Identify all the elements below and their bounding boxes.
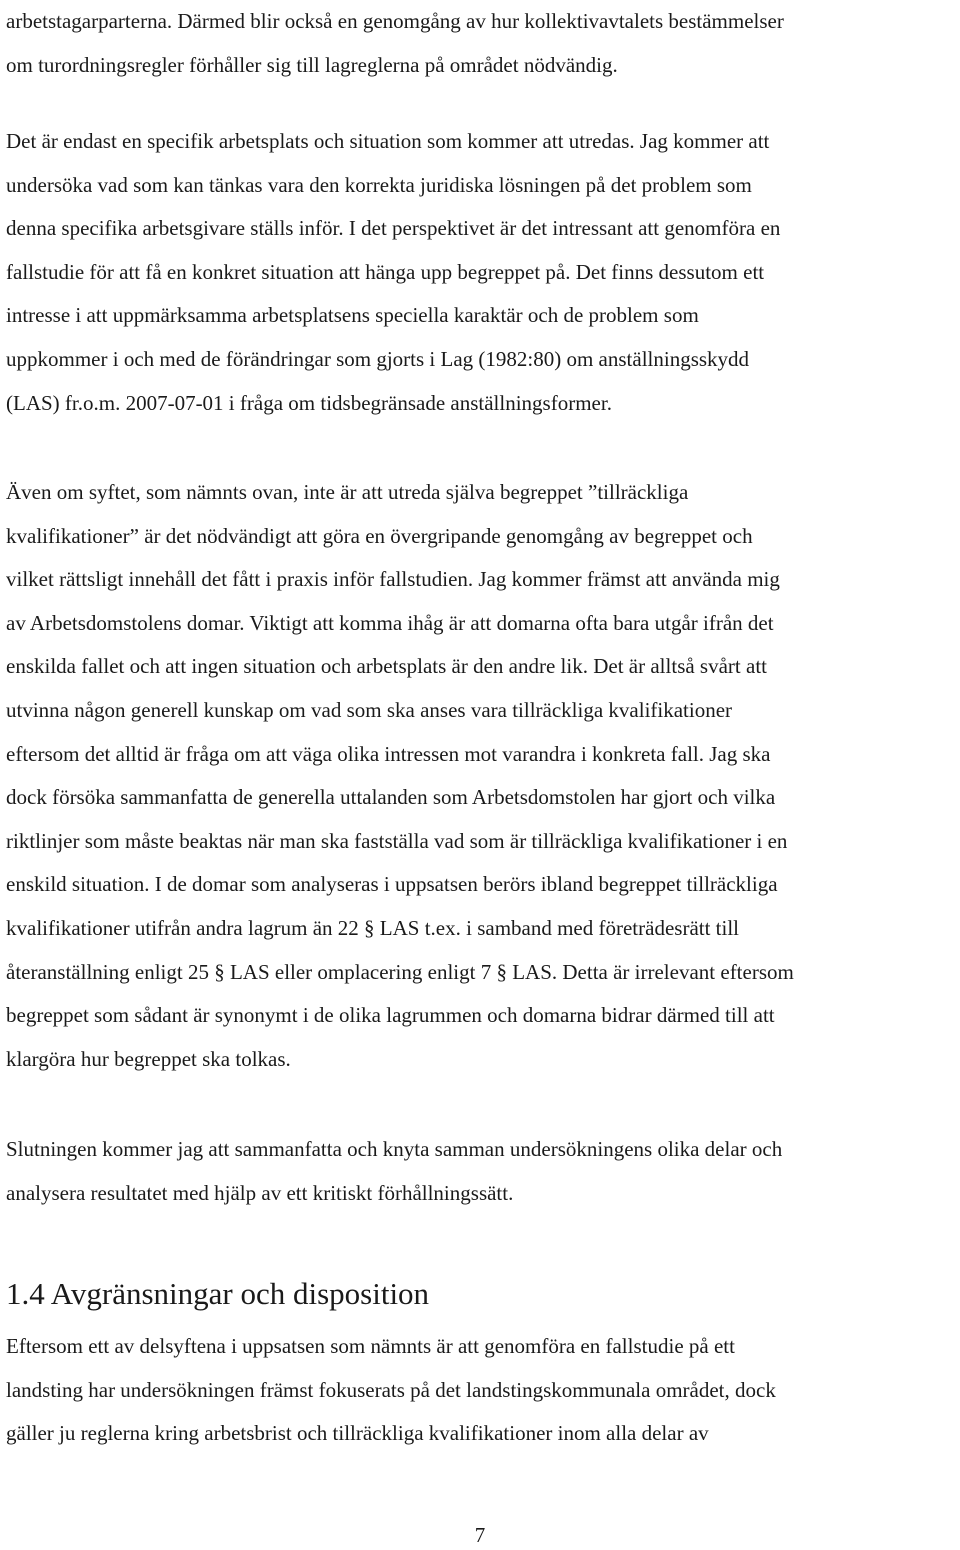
text-line: klargöra hur begreppet ska tolkas. [6,1046,291,1071]
paragraph-conclusion [6,1128,954,1215]
text-line: undersöka vad som kan tänkas vara den korrekta juridiska lösningen på det problem som [6,172,752,197]
text-line: Slutningen kommer jag att sammanfatta och knyta samman undersökningens olika delar och [6,1137,783,1161]
text-line: begreppet som sådant är synonymt i de olika lagrummen och domarna bidrar därmed till att [6,1003,775,1028]
text-line: eftersom det alltid är fråga om att väga olika intressen mot varandra i konkreta fall. Jag ska [6,741,771,766]
text-line: denna specifika arbetsgivare ställs inför. I det perspektivet är det intressant att genomföra en [6,216,781,241]
text-line: kvalifikationer utifrån andra lagrum än 22 § LAS t.ex. i samband med företrädesrätt till [6,915,740,940]
page-number: 7 [474,1523,486,1547]
text-line: kvalifikationer” är det nödvändigt att göra en övergripande genomgång av begreppet och [6,523,753,548]
text-line: arbetstagarparterna. Därmed blir också en genomgång av hur kollektivavtalets bestämmelser [6,9,784,33]
text-line: återanställning enligt 25 § LAS eller omplacering enligt 7 § LAS. Detta är irrelevant eftersom [6,959,794,984]
text-line: dock försöka sammanfatta de generella uttalanden som Arbetsdomstolen har gjort och vilka [6,785,776,810]
paragraph-case-study [6,120,954,425]
text-line: om turordningsregler förhåller sig till lagreglerna på området nödvändig. [6,52,618,77]
paragraph-delimitations [6,1325,954,1456]
text-line: intresse i att uppmärksamma arbetsplatsens speciella karaktär och de problem som [6,303,699,328]
paragraph-qualifications [6,471,954,1081]
text-line: Även om syftet, som nämnts ovan, inte är att utreda själva begreppet ”tillräckliga [6,480,689,504]
text-line: gäller ju reglerna kring arbetsbrist och tillräckliga kvalifikationer inom alla delar av [6,1421,709,1446]
text-line: analysera resultatet med hjälp av ett kritiskt förhållningssätt. [6,1180,514,1205]
text-line: av Arbetsdomstolens domar. Viktigt att komma ihåg är att domarna ofta bara utgår ifrån det [6,610,774,635]
section-heading: 1.4 Avgränsningar och disposition [6,1276,430,1311]
text-line: uppkommer i och med de förändringar som gjorts i Lag (1982:80) om anställningsskydd [6,346,750,371]
text-line: vilket rättsligt innehåll det fått i praxis inför fallstudien. Jag kommer främst att använda mig [6,567,780,592]
text-line: riktlinjer som måste beaktas när man ska fastställa vad som är tillräckliga kvalifikationer i en [6,828,788,853]
text-line: enskild situation. I de domar som analyseras i uppsatsen berörs ibland begreppet tillräckliga [6,872,778,897]
text-line: utvinna någon generell kunskap om vad som ska anses vara tillräckliga kvalifikationer [6,697,733,722]
text-line: enskilda fallet och att ingen situation och arbetsplats är den andre lik. Det är alltså svårt att [6,654,767,679]
text-line: fallstudie för att få en konkret situation att hänga upp begreppet på. Det finns dessutom ett [6,259,765,284]
text-line: landsting har undersökningen främst fokuserats på det landstingskommunala området, dock [6,1377,776,1402]
text-line: Det är endast en specifik arbetsplats och situation som kommer att utredas. Jag kommer att [6,129,770,153]
text-line: (LAS) fr.o.m. 2007-07-01 i fråga om tidsbegränsade anställningsformer. [6,390,612,415]
paragraph-intro-continuation [6,0,954,87]
text-line: Eftersom ett av delsyftena i uppsatsen som nämnts är att genomföra en fallstudie på ett [6,1334,735,1358]
